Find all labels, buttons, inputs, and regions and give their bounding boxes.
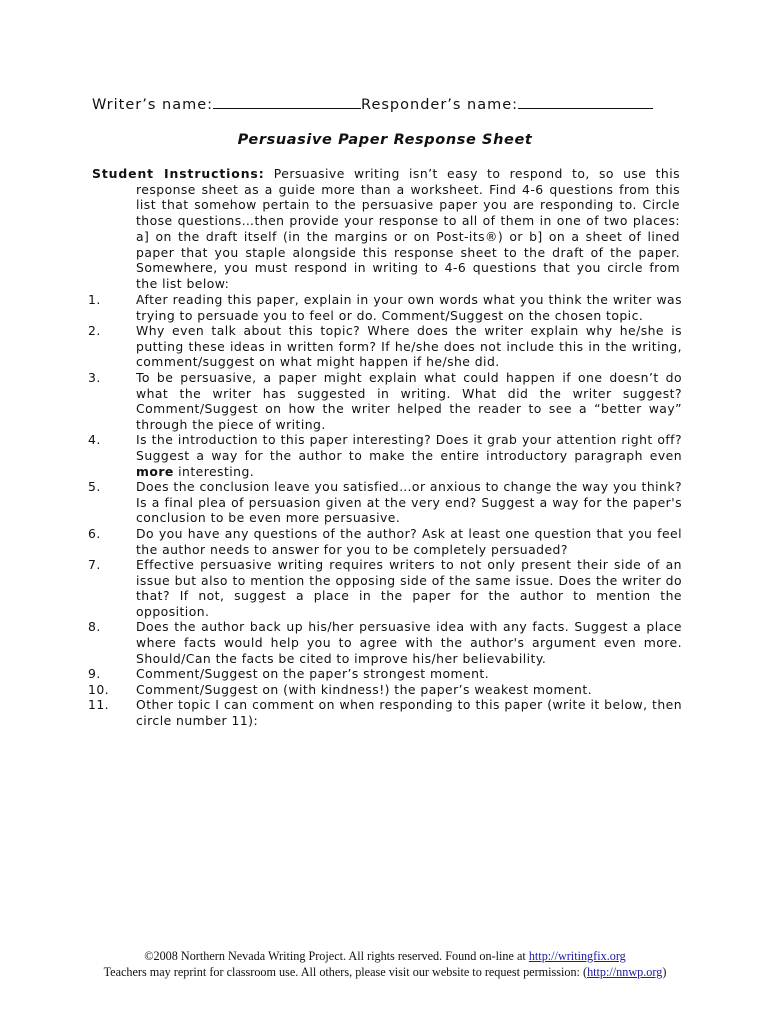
- question-item: [88, 526, 682, 557]
- footer-copyright-text: ©2008 Northern Nevada Writing Project. All rights reserved. Found on-line at: [144, 949, 526, 963]
- footer-closing-paren: ): [662, 965, 667, 979]
- responder-name-line[interactable]: [518, 94, 653, 109]
- question-number: 4.: [88, 432, 101, 448]
- question-text: Other topic I can comment on when responding to this paper (write it below, then circle number 11):: [136, 697, 682, 729]
- question-text-part: interesting.: [178, 463, 255, 479]
- question-text: Comment/Suggest on (with kindness!) the paper’s weakest moment.: [136, 681, 593, 697]
- question-item: [88, 432, 682, 479]
- responder-name-label: Responder’s name:: [361, 97, 519, 113]
- question-text: Does the author back up his/her persuasive idea with any facts. Suggest a place where facts would help you to agree with the author's argument even more. Should/Can the facts be cited to improve his/her believability.: [136, 619, 682, 666]
- instructions-text: Persuasive writing isn’t easy to respond to, so use this response sheet as a guide more than a worksheet. Find 4-6 questions from this list that somehow pertain to the persuasive paper you are responding to. Circle those questions…then provide your response to all of them in one of two places: a] on the draft itself (in the margins or on Post-its®) or b] on a sheet of lined paper that you staple alongside this response sheet to the draft of the paper. Somewhere, you must respond in writing to 4-6 questions that you circle from the list below:: [136, 166, 680, 291]
- question-list: [88, 292, 682, 729]
- question-number: 6.: [88, 525, 101, 541]
- question-number: 11.: [88, 697, 110, 713]
- writer-name-line[interactable]: [213, 94, 361, 109]
- instructions-label: Student Instructions:: [92, 166, 265, 181]
- question-item: [88, 370, 682, 432]
- question-text: Effective persuasive writing requires writers to not only present their side of an issue but also to mention the opposing side of the same issue. Does the writer do that? If not, suggest a place in the paper for the author to mention the opposition.: [136, 557, 682, 619]
- writer-name-label: Writer’s name:: [92, 97, 214, 113]
- question-text: Comment/Suggest on the paper’s strongest moment.: [136, 666, 490, 682]
- question-number: 2.: [88, 323, 101, 339]
- question-text: To be persuasive, a paper might explain what could happen if one doesn’t do what the writer has suggested in writing. What did the writer suggest? Comment/Suggest on how the writer helped the reader to see a “better way” through the piece of writing.: [136, 369, 682, 432]
- question-item: [88, 682, 682, 698]
- nnwp-link[interactable]: http://nnwp.org: [587, 965, 663, 979]
- question-number: 7.: [88, 557, 101, 573]
- question-text: [136, 432, 682, 479]
- student-instructions: [92, 166, 680, 292]
- question-text: After reading this paper, explain in your own words what you think the writer was trying to persuade you to feel or do. Comment/Suggest on the chosen topic.: [136, 292, 682, 323]
- question-text: Why even talk about this topic? Where does the writer explain why he/she is putting these ideas in written form? If he/she does not include this in the writing, comment/suggest on what might happen if he/she did.: [136, 323, 682, 370]
- question-item: [88, 619, 682, 666]
- question-item: [88, 479, 682, 526]
- question-item: [88, 697, 682, 728]
- question-number: 5.: [88, 479, 101, 495]
- question-number: 1.: [88, 292, 101, 307]
- question-number: 9.: [88, 666, 101, 682]
- question-number: 8.: [88, 619, 101, 635]
- question-item: [88, 292, 682, 323]
- copyright-footer: [0, 948, 770, 980]
- instructions-paragraph: [92, 166, 680, 292]
- name-fields: [92, 94, 653, 113]
- emphasis-word: more: [136, 463, 174, 479]
- footer-permission-text: Teachers may reprint for classroom use. All others, please visit our website to request permission: (: [103, 965, 588, 979]
- question-text-part: Is the introduction to this paper interesting? Does it grab your attention right off? Suggest a way for the author to make the entire introductory paragraph even: [136, 432, 682, 463]
- page-title: Persuasive Paper Response Sheet: [237, 132, 533, 148]
- question-number: 3.: [88, 369, 101, 385]
- question-text: Does the conclusion leave you satisfied…or anxious to change the way you think? Is a final plea of persuasion given at the very end? Suggest a way for the paper's conclusion to be even more persuasive.: [136, 479, 682, 526]
- footer-line-2: [0, 964, 770, 980]
- writingfix-link[interactable]: http://writingfix.org: [528, 949, 626, 963]
- question-text: Do you have any questions of the author? Ask at least one question that you feel the author needs to answer for you to be completely persuaded?: [136, 525, 682, 557]
- question-item: [88, 666, 682, 682]
- question-item: [88, 323, 682, 370]
- footer-line-1: [0, 948, 770, 964]
- question-item: [88, 557, 682, 619]
- question-number: 10.: [88, 681, 110, 697]
